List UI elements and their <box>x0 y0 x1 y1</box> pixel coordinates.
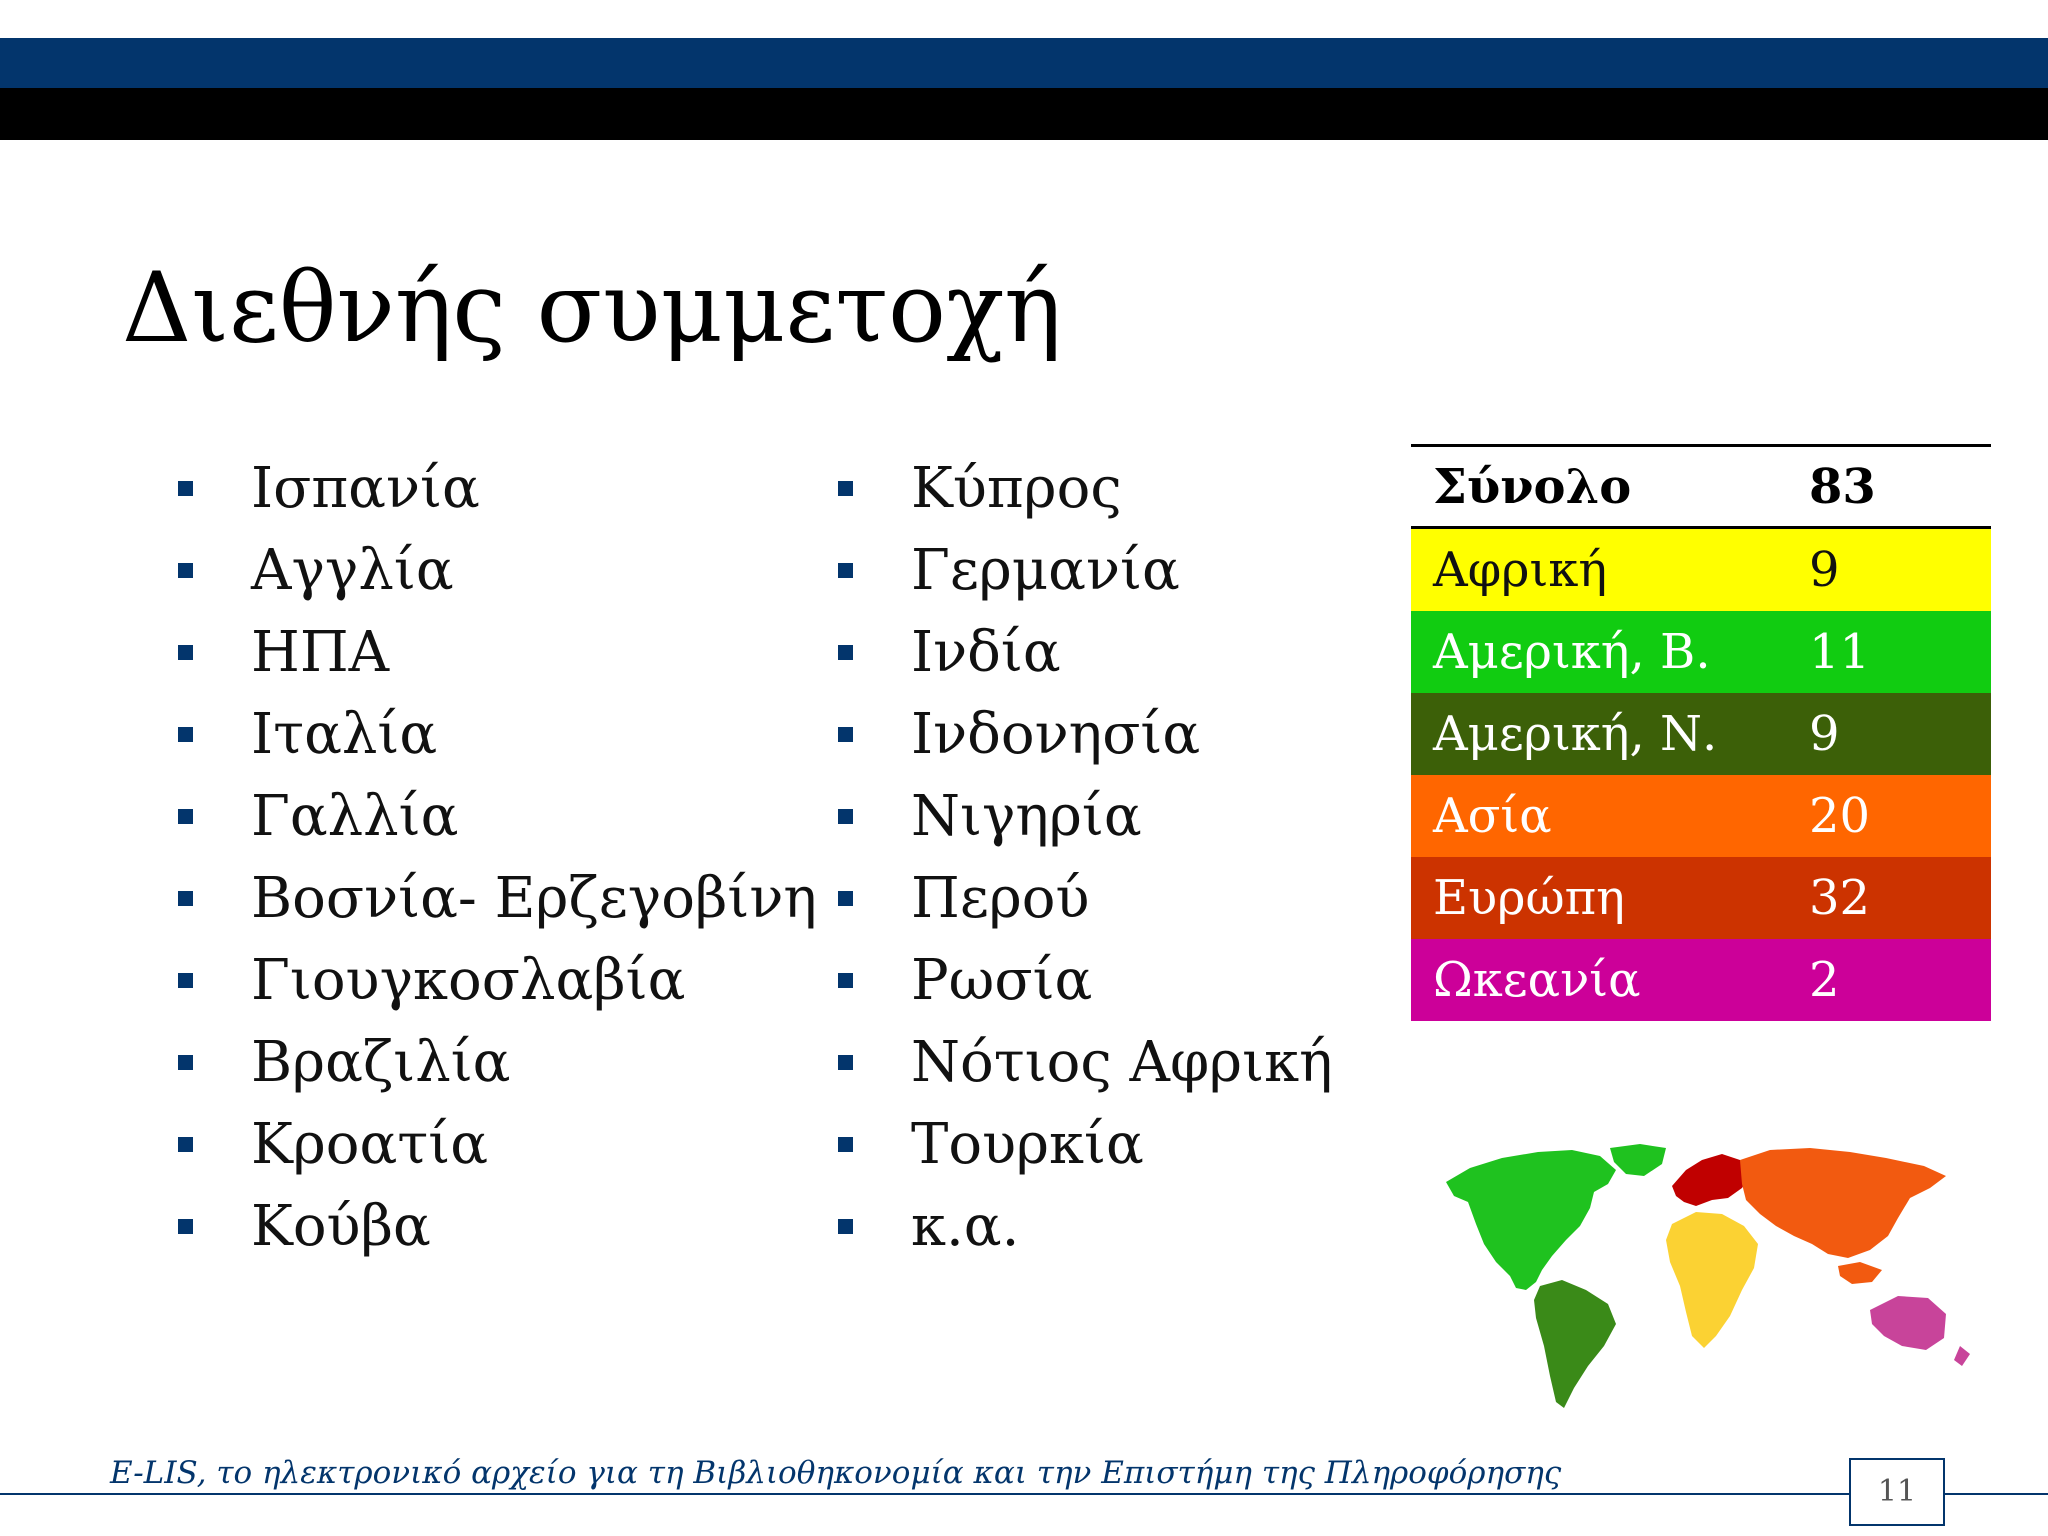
map-north-america <box>1446 1150 1616 1290</box>
bullet-icon <box>838 1055 853 1070</box>
map-europe <box>1672 1154 1750 1206</box>
footer-text: E-LIS, το ηλεκτρονικό αρχείο για τη Βιβλιοθηκονομία και την Επιστήμη της Πληροφόρησης <box>110 1455 1562 1491</box>
bullet-icon <box>178 1137 193 1152</box>
map-africa <box>1666 1212 1758 1348</box>
bullet-icon <box>838 891 853 906</box>
bullet-icon <box>178 727 193 742</box>
bullet-icon <box>178 563 193 578</box>
bullet-icon <box>838 481 853 496</box>
bullet-icon <box>838 1137 853 1152</box>
continent-label: Ωκεανία <box>1433 952 1641 1008</box>
table-row <box>1411 611 1991 693</box>
map-south-america <box>1534 1280 1616 1408</box>
total-label: Σύνολο <box>1433 459 1632 515</box>
bullet-icon <box>178 1219 193 1234</box>
map-southeast-asia <box>1838 1262 1882 1284</box>
bullet-icon <box>178 645 193 660</box>
continent-label: Αφρική <box>1433 542 1608 598</box>
continent-count: 32 <box>1809 870 1871 926</box>
map-greenland <box>1610 1144 1666 1176</box>
continent-label: Ασία <box>1433 788 1552 844</box>
map-oceania <box>1870 1296 1946 1350</box>
bullet-icon <box>838 973 853 988</box>
map-asia <box>1740 1148 1946 1258</box>
bullet-icon <box>838 645 853 660</box>
bullet-icon <box>178 1055 193 1070</box>
continent-label: Αμερική, Β. <box>1433 624 1711 680</box>
bullet-icon <box>178 891 193 906</box>
continent-label: Αμερική, Ν. <box>1433 706 1718 762</box>
header-band-blue <box>0 38 2048 88</box>
map-new-zealand <box>1954 1346 1970 1366</box>
table-header-row <box>1411 447 1991 529</box>
bullet-icon <box>838 1219 853 1234</box>
world-map-icon <box>1440 1140 2000 1410</box>
table-row <box>1411 529 1991 611</box>
continent-count: 2 <box>1809 952 1840 1008</box>
header-band-black <box>0 88 2048 140</box>
continent-label: Ευρώπη <box>1433 870 1625 926</box>
slide-title: Διεθνής συμμετοχή <box>122 252 1062 364</box>
bullet-icon <box>838 563 853 578</box>
total-value: 83 <box>1809 459 1876 515</box>
continent-count: 20 <box>1809 788 1871 844</box>
continent-count: 9 <box>1809 706 1840 762</box>
bullet-icon <box>178 973 193 988</box>
bullet-icon <box>838 809 853 824</box>
bullet-icon <box>838 727 853 742</box>
table-row <box>1411 775 1991 857</box>
page-number: 11 <box>1849 1458 1945 1526</box>
table-row <box>1411 693 1991 775</box>
table-row <box>1411 939 1991 1021</box>
bullet-icon <box>178 809 193 824</box>
bullet-icon <box>178 481 193 496</box>
continent-table <box>1411 444 1991 1021</box>
continent-count: 9 <box>1809 542 1840 598</box>
table-row <box>1411 857 1991 939</box>
continent-count: 11 <box>1809 624 1871 680</box>
footer-rule <box>0 1493 2048 1495</box>
